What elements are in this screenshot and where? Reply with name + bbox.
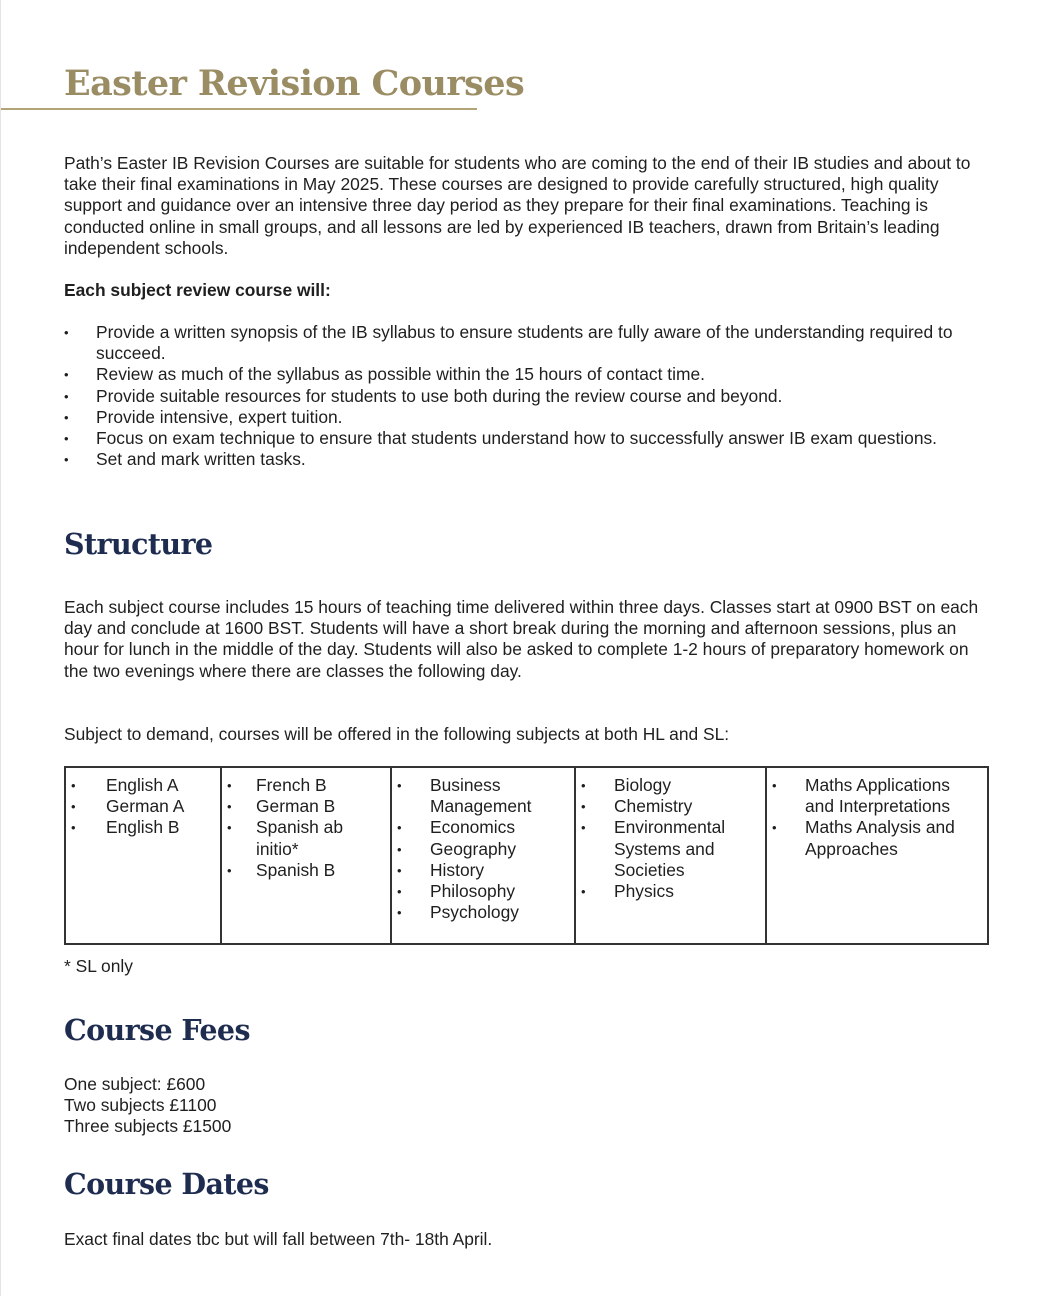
subject-item [227, 817, 386, 859]
subjects-intro: Subject to demand, courses will be offered in the following subjects at both HL and SL: [64, 724, 730, 744]
fees-list [64, 1074, 989, 1138]
bullet-icon: • [64, 409, 69, 425]
review-course-item: • Provide a written synopsis of the IB syllabus to ensure students are fully aware of the understanding required to succeed. [64, 322, 953, 364]
subject-label: Biology [614, 775, 672, 795]
bullet-icon: • [64, 388, 69, 404]
intro-paragraph: Path’s Easter IB Revision Courses are suitable for students who are coming to the end of their IB studies and about to take their final examinations in May 2025. These courses are designed to provide carefully structured, high quality support and guidance over an intensive three day period as they prepare for their final examinations. Teaching is conducted online in small groups, and all lessons are led by experienced IB teachers, drawn from Britain’s leading independent schools. [64, 153, 971, 258]
subject-label: Geography [430, 838, 517, 859]
subject-label: Psychology [430, 902, 519, 923]
page-title: Easter Revision Courses [64, 63, 525, 104]
subject-item [397, 817, 570, 838]
subject-list [581, 775, 761, 902]
bullet-icon: • [71, 778, 76, 793]
bullet-icon: • [71, 799, 76, 815]
title-underline [1, 108, 477, 110]
bullet-icon: • [397, 778, 402, 793]
subject-list [227, 775, 386, 881]
subject-item [397, 775, 570, 817]
sl-only-footnote: * SL only [64, 956, 133, 976]
subject-item [581, 817, 761, 881]
review-course-item: • Focus on exam technique to ensure that students understand how to successfully answer IB exam questions. [64, 428, 938, 449]
subject-item [227, 775, 386, 796]
subject-column [766, 767, 988, 944]
subject-label: Physics [614, 881, 674, 902]
subjects-table [64, 766, 989, 945]
subject-label: Spanish B [256, 859, 336, 880]
subject-label: French B [256, 775, 327, 795]
bullet-icon: • [64, 367, 69, 383]
subject-list [772, 775, 983, 860]
bullet-icon: • [64, 431, 69, 447]
subject-item [71, 817, 216, 838]
subject-label: Chemistry [614, 796, 693, 817]
bullet-icon: • [227, 778, 232, 793]
course-fees-heading: Course Fees [64, 1013, 250, 1047]
bullet-icon: • [397, 905, 402, 921]
fee-line: Two subjects £1100 [64, 1095, 217, 1116]
bullet-icon: • [227, 820, 232, 836]
subject-item [397, 881, 570, 902]
review-course-item: • Provide intensive, expert tuition. [64, 406, 343, 427]
subject-list [397, 775, 570, 923]
subject-column [391, 767, 575, 944]
course-dates-text: Exact final dates tbc but will fall between 7th- 18th April. [64, 1229, 493, 1249]
bullet-icon: • [64, 325, 69, 340]
subject-item [772, 775, 983, 817]
review-course-item: • Set and mark written tasks. [64, 449, 306, 470]
structure-paragraph: Each subject course includes 15 hours of teaching time delivered within three days. Classes start at 0900 BST on each day and conclude at 1600 BST. Students will have a short break during the morning and afternoon sessions, plus an hour for lunch in the middle of the day. Students will also be asked to complete 1-2 hours of preparatory homework on the two evenings where there are classes the following day. [64, 597, 979, 681]
bullet-icon: • [581, 820, 586, 836]
subject-item [581, 796, 761, 817]
bullet-icon: • [772, 778, 777, 793]
table-row [65, 767, 988, 944]
fee-line: One subject: £600 [64, 1074, 206, 1094]
structure-heading: Structure [64, 527, 213, 561]
subject-label: Spanish ab initio* [256, 817, 344, 859]
bullet-icon: • [397, 820, 402, 836]
subject-label: German B [256, 796, 336, 817]
review-course-item: • Provide suitable resources for students to use both during the review course and beyond. [64, 385, 783, 406]
bullet-icon: • [581, 884, 586, 900]
subject-label: Maths Analysis and Approaches [805, 817, 955, 859]
course-dates-heading: Course Dates [64, 1167, 269, 1201]
subject-list [71, 775, 216, 839]
subject-label: English A [106, 775, 179, 795]
subject-label: Maths Applications and Interpretations [805, 775, 951, 817]
bullet-icon: • [581, 778, 586, 793]
subject-item [71, 775, 216, 796]
subject-label: English B [106, 817, 180, 838]
subject-column [221, 767, 391, 944]
subject-label: History [430, 859, 485, 880]
subject-label: Environmental Systems and Societies [614, 817, 726, 880]
fee-line: Three subjects £1500 [64, 1116, 232, 1137]
bullet-icon: • [581, 799, 586, 815]
subject-label: Business Management [430, 775, 532, 817]
subject-item [227, 860, 386, 881]
bullet-icon: • [71, 820, 76, 836]
subject-item [397, 902, 570, 923]
bullet-icon: • [64, 452, 69, 468]
bullet-icon: • [227, 862, 232, 878]
bullet-icon: • [397, 841, 402, 857]
subject-item [772, 817, 983, 859]
review-course-heading: Each subject review course will: [64, 280, 331, 300]
subject-item [581, 881, 761, 902]
review-course-item: • Review as much of the syllabus as possible within the 15 hours of contact time. [64, 364, 705, 385]
subject-label: German A [106, 796, 185, 817]
subject-column [65, 767, 221, 944]
subject-item [397, 860, 570, 881]
bullet-icon: • [397, 884, 402, 900]
subject-item [227, 796, 386, 817]
subject-item [581, 775, 761, 796]
subject-label: Philosophy [430, 881, 516, 902]
bullet-icon: • [397, 862, 402, 878]
subject-item [71, 796, 216, 817]
bullet-icon: • [772, 820, 777, 836]
bullet-icon: • [227, 799, 232, 815]
review-course-list [64, 322, 989, 470]
subject-column [575, 767, 766, 944]
subject-label: Economics [430, 817, 516, 838]
subject-item [397, 839, 570, 860]
